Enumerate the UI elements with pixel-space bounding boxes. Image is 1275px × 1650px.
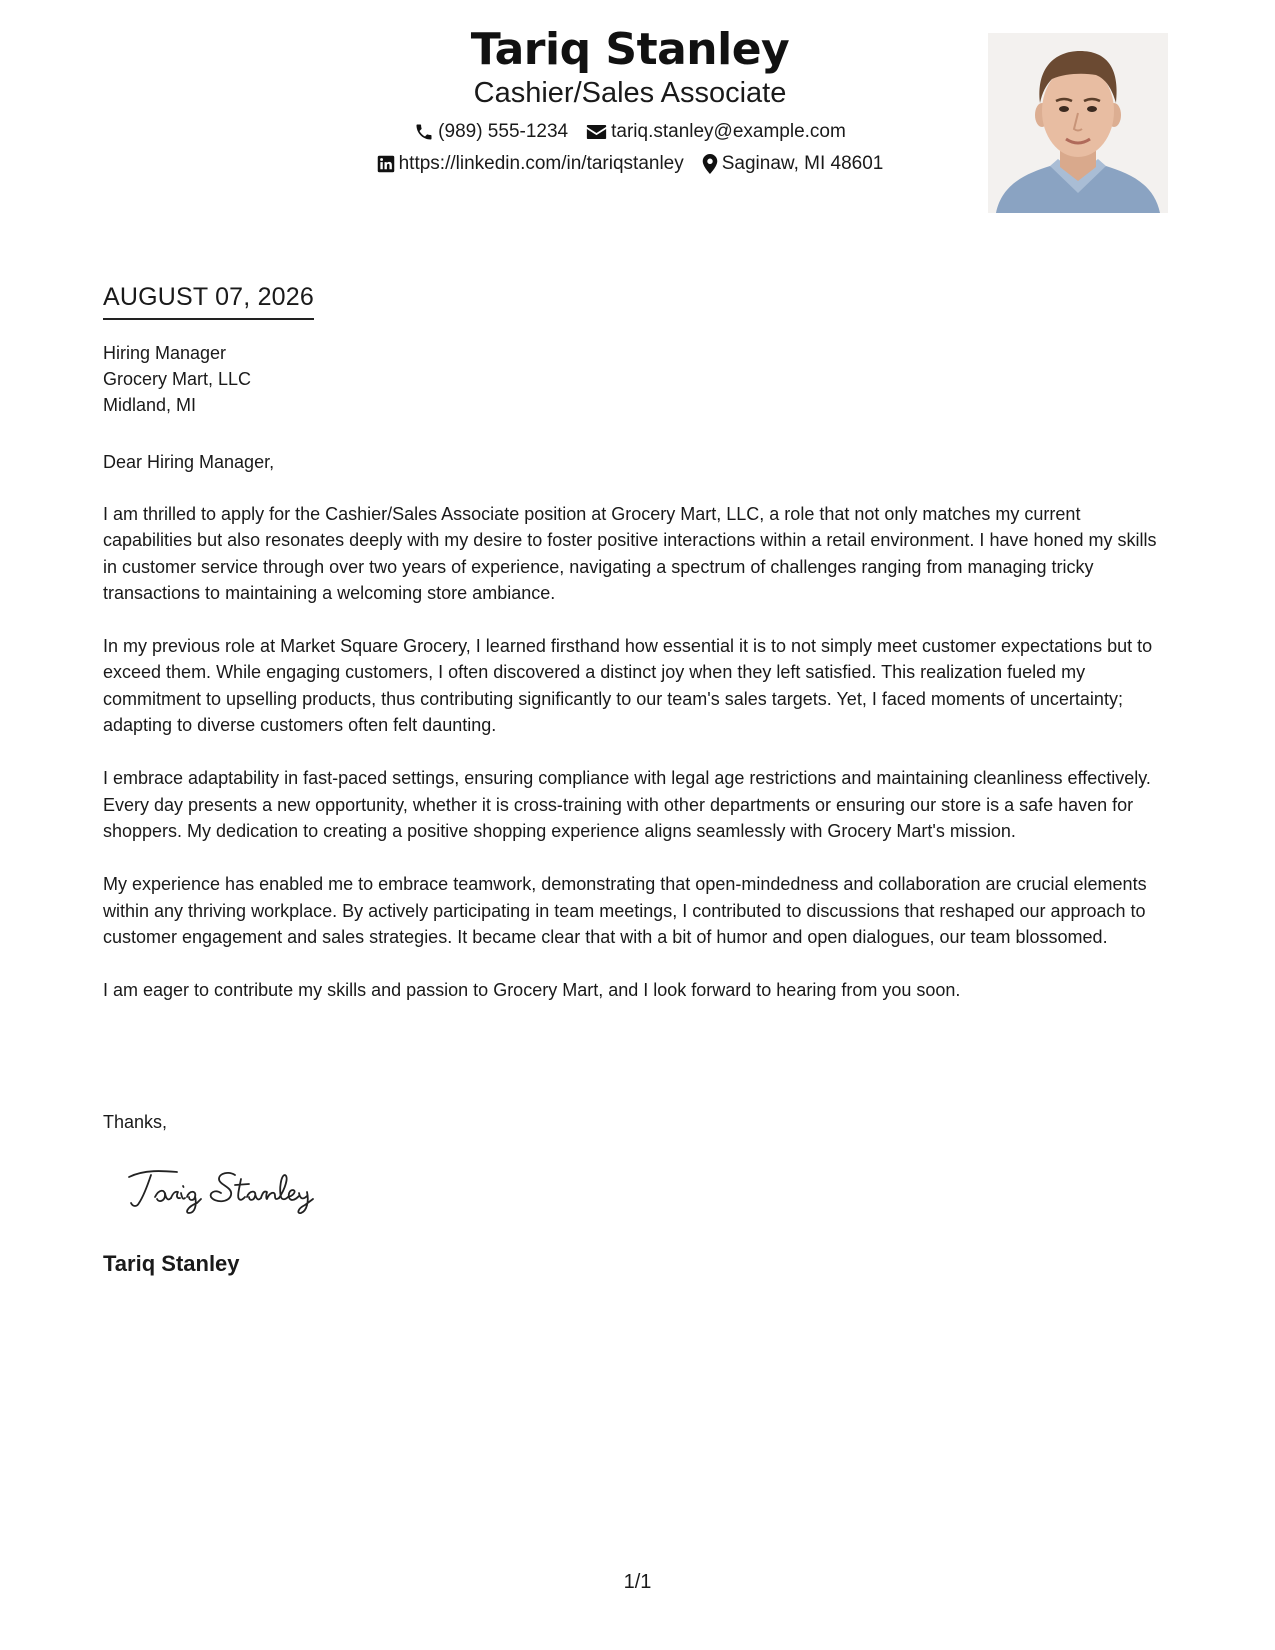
letter-date: AUGUST 07, 2026: [103, 280, 314, 320]
map-pin-icon: [702, 154, 718, 174]
body-paragraph: I embrace adaptability in fast-paced settings, ensuring compliance with legal age restrictions and maintaining cleanliness effectively. Every day presents a new opportunity, whether it is cross-training with other departments or ensuring our store is a safe haven for shoppers. My dedication to creating a positive shopping experience aligns seamlessly with Grocery Mart's mission.: [103, 768, 1151, 841]
letter-body: [103, 501, 1171, 1030]
recipient-company: Grocery Mart, LLC: [103, 369, 252, 389]
location-text: Saginaw, MI 48601: [721, 153, 884, 174]
email-address: tariq.stanley@example.com: [611, 121, 846, 142]
contact-phone[interactable]: [414, 120, 568, 144]
envelope-icon: [586, 123, 607, 141]
linkedin-icon: [377, 155, 395, 173]
body-paragraph: In my previous role at Market Square Grocery, I learned firsthand how essential it is to not simply meet customer expectations but to exceed them. While engaging customers, I often discovered a distinct joy when they left satisfied. This realization fueled my commitment to upselling products, thus contributing significantly to our team's sales targets. Yet, I faced moments of uncertainty; adapting to diverse customers often felt daunting.: [103, 636, 1153, 736]
recipient-title: Hiring Manager: [103, 343, 227, 363]
profile-photo: [988, 33, 1168, 213]
applicant-job-title: Cashier/Sales Associate: [473, 77, 787, 109]
closing: Thanks,: [103, 1112, 168, 1132]
salutation: Dear Hiring Manager,: [103, 452, 275, 472]
recipient-block: [103, 340, 251, 418]
phone-number: (989) 555-1234: [438, 121, 569, 142]
body-paragraph: I am eager to contribute my skills and passion to Grocery Mart, and I look forward to hearing from you soon.: [103, 980, 961, 1001]
contact-linkedin[interactable]: [377, 152, 684, 176]
page-number: 1/1: [623, 1571, 652, 1593]
signer-name: Tariq Stanley: [103, 1251, 240, 1276]
handwritten-signature: [125, 1163, 345, 1219]
contact-email[interactable]: [586, 120, 846, 144]
phone-icon: [414, 122, 434, 142]
applicant-name: Tariq Stanley: [470, 24, 790, 75]
body-paragraph: I am thrilled to apply for the Cashier/Sales Associate position at Grocery Mart, LLC, a role that not only matches my current capabilities but also resonates deeply with my desire to foster positive interactions within a retail environment. I have honed my skills in customer service through over two years of experience, navigating a spectrum of challenges ranging from managing tricky transactions to maintaining a welcoming store ambiance.: [103, 504, 1157, 603]
linkedin-url: https://linkedin.com/in/tariqstanley: [398, 153, 684, 174]
contact-location: [702, 152, 884, 176]
recipient-location: Midland, MI: [103, 395, 197, 415]
body-paragraph: My experience has enabled me to embrace teamwork, demonstrating that open-mindedness and collaboration are crucial elements within any thriving workplace. By actively participating in team meetings, I contributed to discussions that reshaped our approach to customer engagement and sales strategies. It became clear that with a bit of humor and open dialogues, our team blossomed.: [103, 874, 1147, 947]
